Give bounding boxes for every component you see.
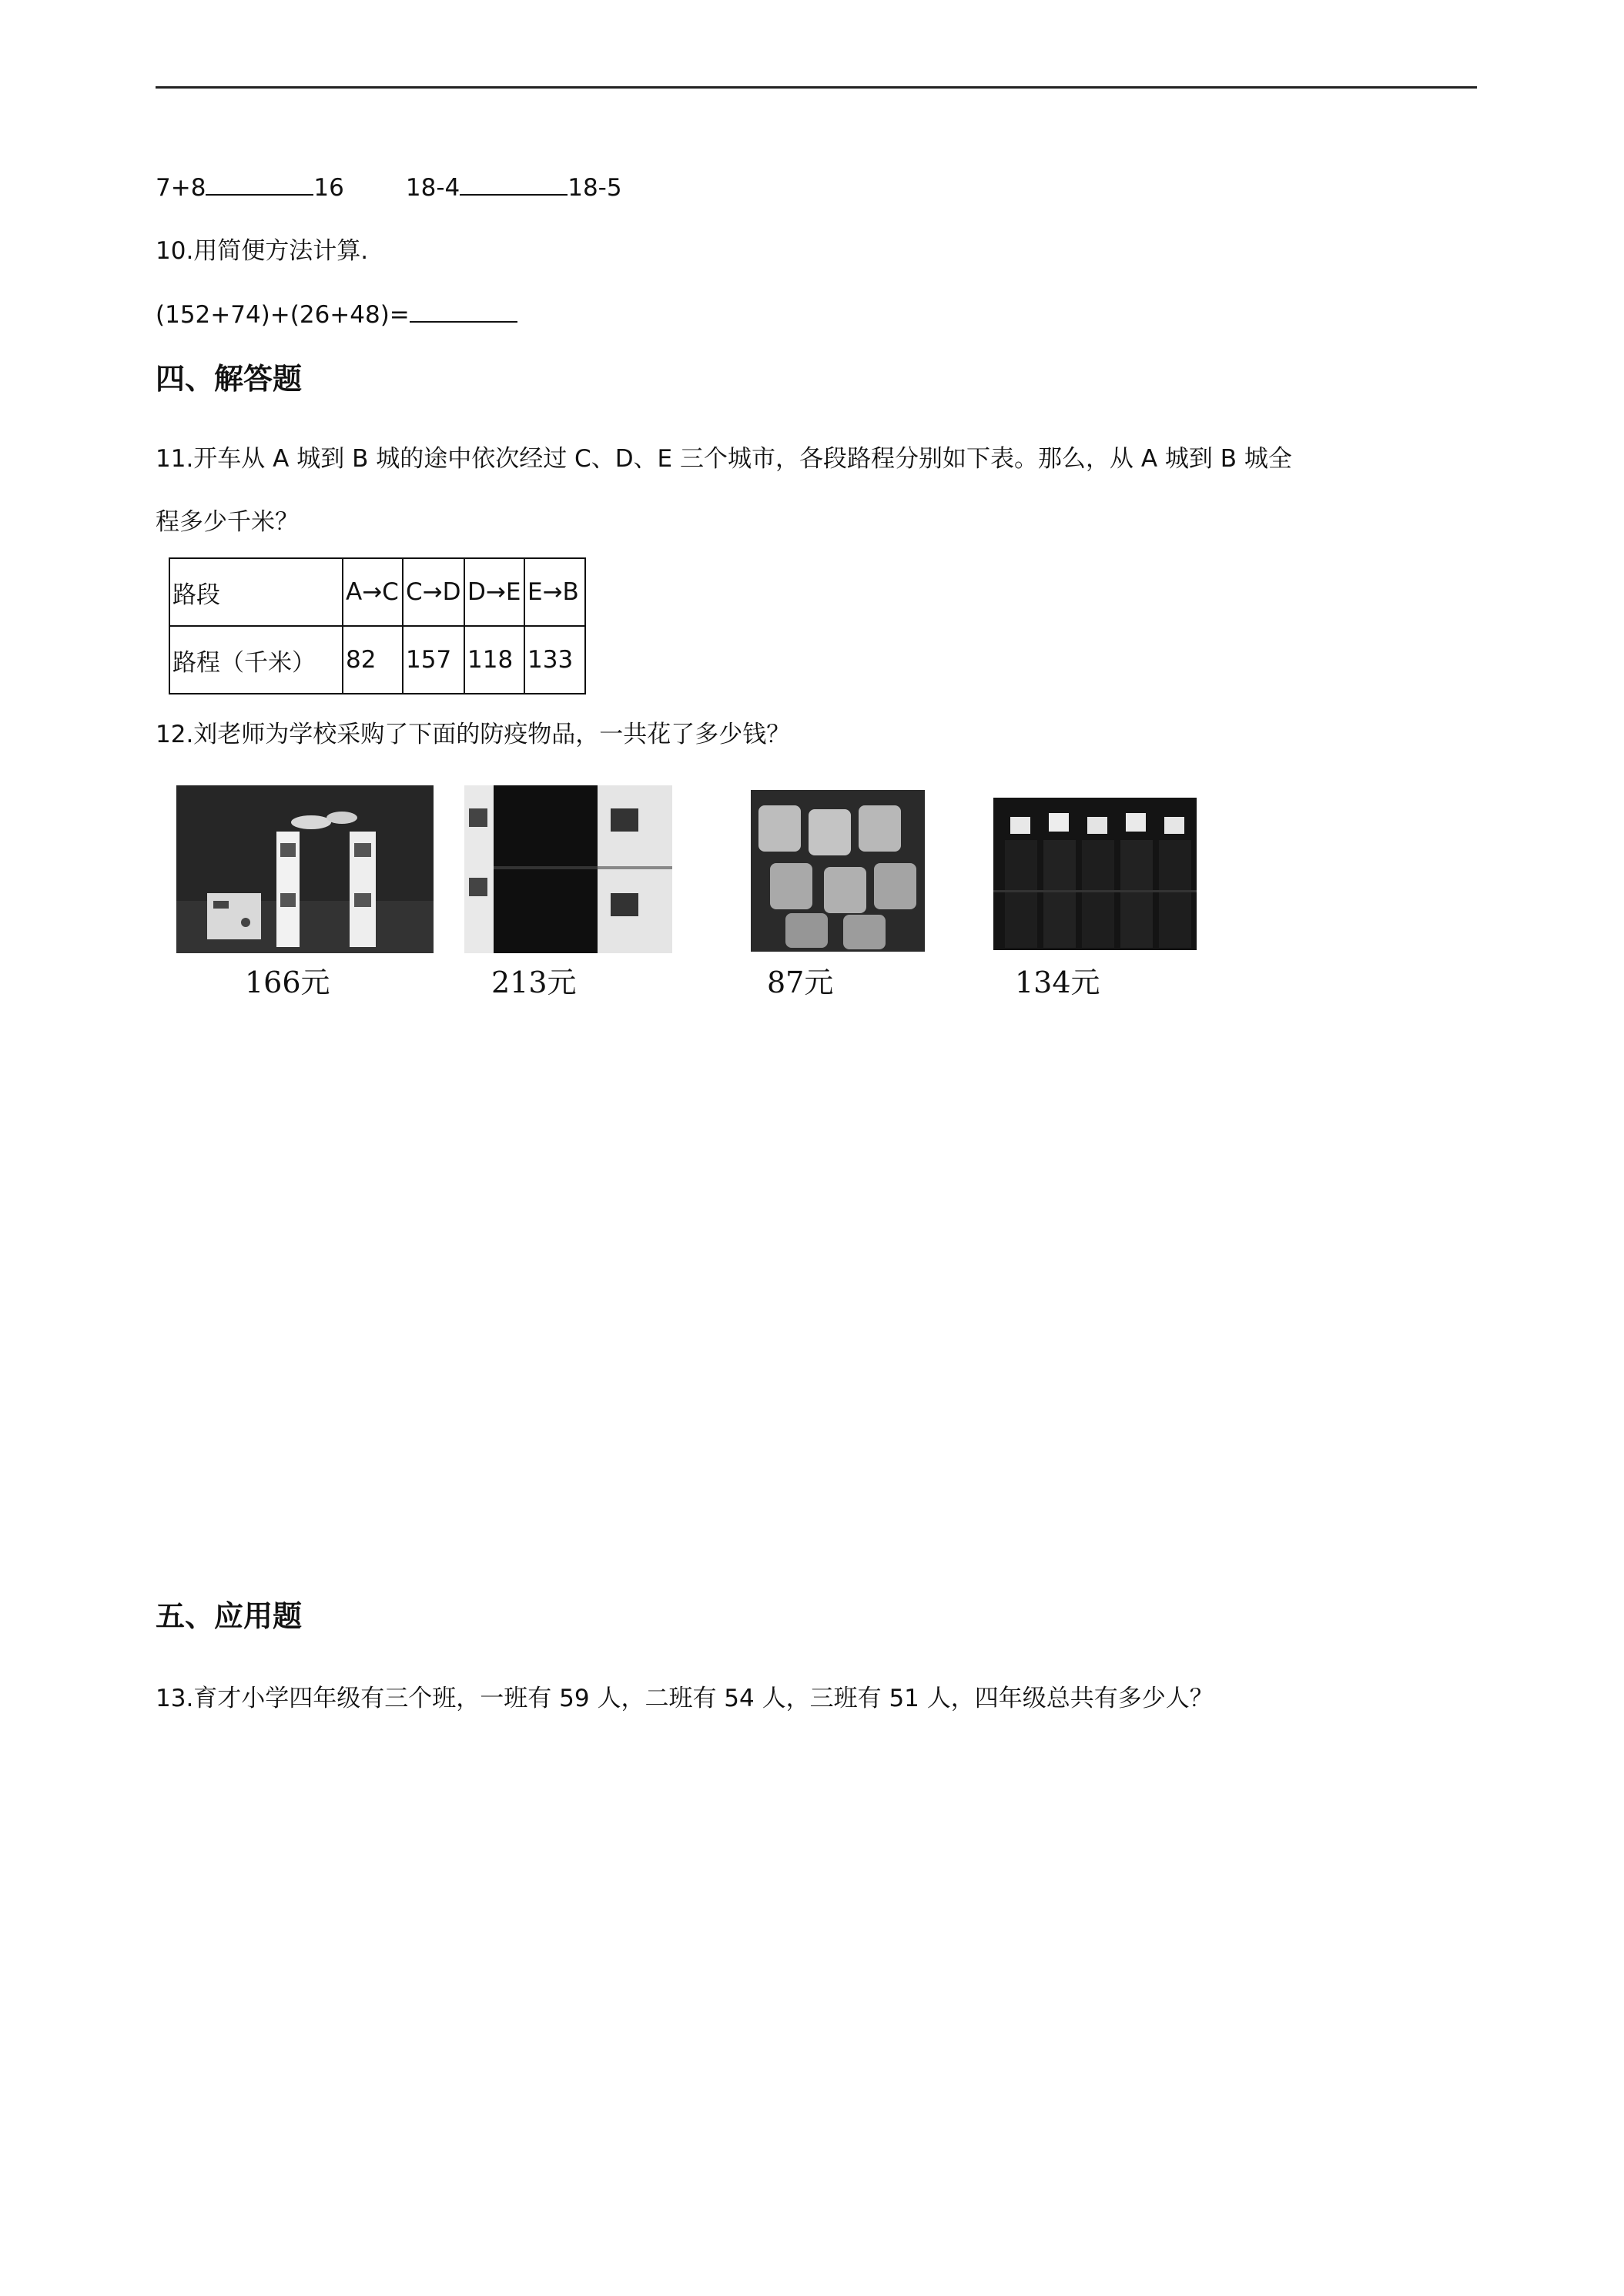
price-label: 87元: [767, 966, 834, 999]
q9-left-blank[interactable]: [206, 172, 313, 196]
q9-right-rhs: 18-5: [568, 174, 622, 202]
route-table: [169, 557, 586, 694]
table-cell: 157: [403, 626, 464, 694]
q9-left-expr: 7+8: [156, 174, 206, 202]
table-cell: 133: [524, 626, 585, 694]
header-rule: [156, 86, 1477, 89]
table-cell: D→E: [464, 558, 524, 626]
table-cell: C→D: [403, 558, 464, 626]
q9-right-blank[interactable]: [460, 172, 568, 196]
q10-title: 10.用简便方法计算.: [156, 237, 369, 265]
q10-blank[interactable]: [410, 300, 517, 323]
q11-text-line2: 程多少千米？: [156, 508, 299, 536]
q10-expression-line: [156, 300, 517, 330]
price-label: 166元: [245, 966, 330, 999]
product-image-disinfector: [176, 785, 434, 953]
price-label: 134元: [1015, 966, 1100, 999]
q13-text: 13.育才小学四年级有三个班，一班有 59 人，二班有 54 人，三班有 51 人，四年级总共有多少人？: [156, 1685, 1214, 1712]
q9-right-expr: 18-4: [405, 174, 460, 202]
section5-heading: 五、应用题: [156, 1599, 303, 1633]
q12-text: 12.刘老师为学校采购了下面的防疫物品，一共花了多少钱？: [156, 721, 791, 748]
table-cell: 路段: [169, 558, 343, 626]
section4-heading: 四、解答题: [156, 362, 303, 396]
q10-expr: (152+74)+(26+48)=: [156, 301, 410, 329]
table-cell: 路程（千米）: [169, 626, 343, 694]
q9-left-rhs: 16: [313, 174, 344, 202]
table-cell: 118: [464, 626, 524, 694]
table-cell: 82: [343, 626, 403, 694]
table-cell: A→C: [343, 558, 403, 626]
table-cell: E→B: [524, 558, 585, 626]
q11-text-line1: 11.开车从 A 城到 B 城的途中依次经过 C、D、E 三个城市，各段路程分别如下表。那么，从 A 城到 B 城全: [156, 445, 1292, 473]
table-row: [169, 626, 585, 694]
product-image-sanitizer: [751, 790, 925, 952]
product-image-spray-bottles: [993, 798, 1197, 950]
product-image-boxes: [464, 785, 672, 953]
q9-comparison-line: [156, 172, 622, 203]
price-label: 213元: [491, 966, 577, 999]
table-row: [169, 558, 585, 626]
